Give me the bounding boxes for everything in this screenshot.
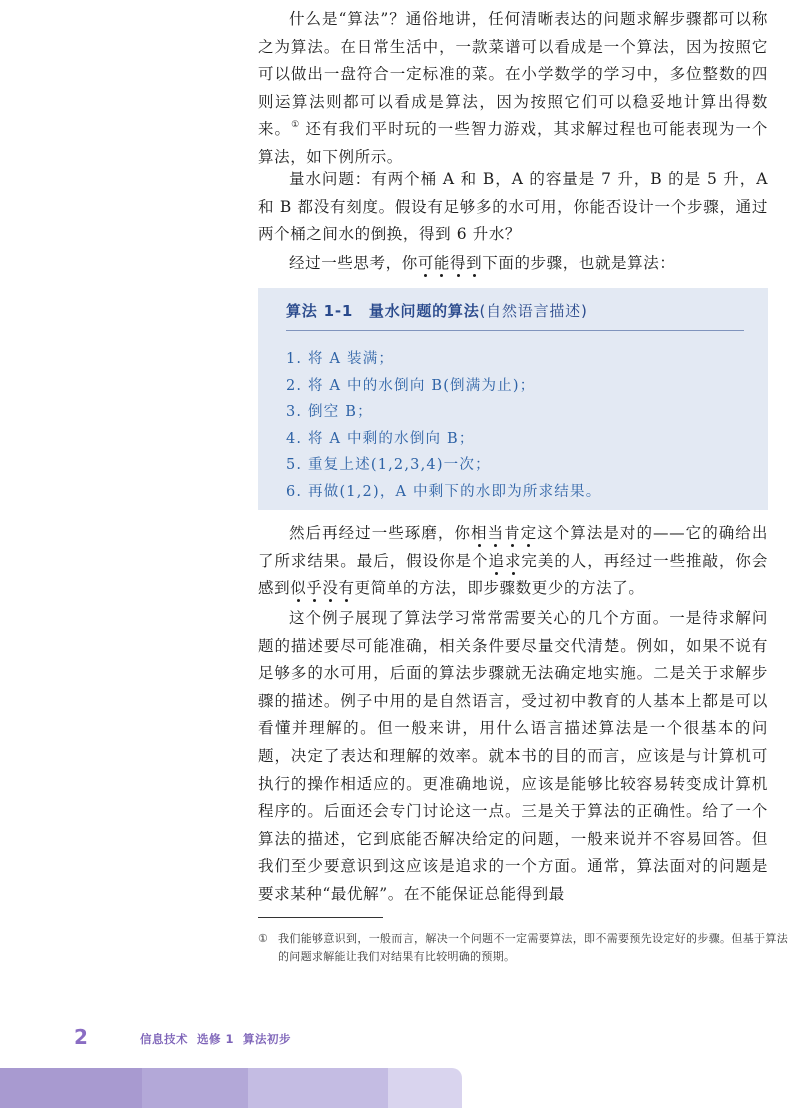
reflection-paragraph bbox=[258, 520, 768, 603]
footer-band-segment bbox=[248, 1068, 388, 1108]
algorithm-steps bbox=[286, 346, 601, 505]
footnote bbox=[258, 930, 788, 966]
footer-band-segment bbox=[388, 1068, 452, 1108]
lead-in-text: 经过一些思考，你 bbox=[289, 254, 418, 272]
emphasis-char: 相 bbox=[471, 524, 488, 542]
footnote-reference[interactable]: ① bbox=[291, 120, 300, 131]
lead-in-text: 下面的步骤，也就是算法： bbox=[482, 254, 676, 272]
volume-title: 选修 1 bbox=[197, 1032, 235, 1046]
reflection-text: 这个算法是对的——它的确给出了所求结果。最后，假设你是个 bbox=[258, 524, 768, 570]
reflection-text: 完美的人，再经过一些推敲，你会感到 bbox=[258, 551, 768, 598]
lead-in-paragraph bbox=[258, 250, 768, 278]
reflection-text: 更简单的方法，即步骤数更少的方法了。 bbox=[354, 579, 645, 598]
footer-band-segment bbox=[0, 1068, 142, 1108]
emphasis-char: 能 bbox=[433, 254, 451, 272]
footer-band-segment bbox=[142, 1068, 248, 1108]
intro-text-continued: 还有我们平时玩的一些智力游戏，其求解过程也可能表现为一个算法，如下例所示。 bbox=[258, 120, 768, 166]
intro-paragraph bbox=[258, 6, 768, 172]
emphasis-char: 当 bbox=[487, 524, 505, 542]
emphasis-char: 定 bbox=[520, 524, 538, 542]
emphasis-char: 肯 bbox=[504, 524, 521, 542]
algorithm-step: 1. 将 A 装满； bbox=[286, 351, 395, 367]
book-title: 信息技术 bbox=[140, 1032, 188, 1046]
algorithm-step: 3. 倒空 B； bbox=[286, 404, 373, 420]
water-problem-paragraph: 量水问题：有两个桶 A 和 B，A 的容量是 7 升，B 的是 5 升，A 和 B 都没有刻度。假设有足够多的水可用，你能否设计一个步骤，通过两个桶之间水的倒换，得到 6 升水？ bbox=[258, 170, 768, 244]
footer-color-band bbox=[0, 1068, 462, 1108]
algorithm-title bbox=[286, 300, 588, 321]
footnote-mark: ① bbox=[258, 932, 269, 945]
algorithm-title-subtitle: (自然语言描述) bbox=[479, 302, 588, 320]
emphasis-char: 追 bbox=[488, 551, 505, 570]
emphasis-char: 求 bbox=[504, 551, 522, 570]
intro-text: 什么是“算法”？通俗地讲，任何清晰表达的问题求解步骤都可以称之为算法。在日常生活中，一款菜谱可以看成是一个算法，因为按照它可以做出一盘符合一定标准的菜。在小学数学的学习中，多位整数的四则运算法则都可以看成是算法，因为按照它们可以稳妥地计算出得数来。 bbox=[258, 10, 768, 139]
page-number: 2 bbox=[74, 1025, 88, 1049]
emphasis-char: 到 bbox=[466, 254, 483, 272]
emphasis-char: 可 bbox=[417, 254, 434, 272]
emphasis-char: 乎 bbox=[306, 579, 323, 598]
algorithm-title-main: 算法 1-1 量水问题的算法 bbox=[286, 302, 480, 320]
emphasis-char: 没 bbox=[322, 579, 339, 598]
algorithm-step: 4. 将 A 中剩的水倒向 B； bbox=[286, 430, 475, 447]
discussion-paragraph: 这个例子展现了算法学习常常需要关心的几个方面。一是待求解问题的描述要尽可能准确，相关条件要尽量交代清楚。例如，如果不说有足够多的水可用，后面的算法步骤就无法确定地实施。二是关于求解步骤的描述。例子中用的是自然语言，受过初中教育的人基本上都是可以看懂并理解的。但一般来讲，用什么语言描述算法是一个很基本的问题，决定了表达和理解的效率。就本书的目的而言，应该是与计算机可执行的操作相适应的。更准确地说，应该是能够比较容易转变成计算机程序的。后面还会专门讨论这一点。三是关于算法的正确性。给了一个算法的描述，它到底能否解决给定的问题，一般来说并不容易回答。但我们至少要意识到这应该是追求的一个方面。通常，算法面对的问题是要求某种“最优解”。在不能保证总能得到最 bbox=[258, 609, 768, 903]
reflection-text: 然后再经过一些琢磨，你 bbox=[289, 524, 472, 542]
emphasis-char: 有 bbox=[338, 579, 355, 598]
emphasis-char: 似 bbox=[290, 579, 307, 598]
chapter-title: 算法初步 bbox=[243, 1032, 292, 1046]
algorithm-step: 2. 将 A 中的水倒向 B(倒满为止)； bbox=[286, 377, 536, 394]
footnote-text: 我们能够意识到，一般而言，解决一个问题不一定需要算法，即不需要预先设定好的步骤。但基于算法的问题求解能让我们对结果有比较明确的预期。 bbox=[278, 932, 788, 963]
algorithm-step: 6. 再做(1,2)，A 中剩下的水即为所求结果。 bbox=[286, 483, 602, 500]
footnote-divider bbox=[258, 917, 383, 918]
algorithm-box bbox=[258, 288, 768, 510]
algorithm-divider bbox=[286, 330, 744, 331]
emphasis-char: 得 bbox=[450, 254, 467, 272]
algorithm-step: 5. 重复上述(1,2,3,4)一次； bbox=[286, 457, 491, 473]
running-title bbox=[140, 1031, 291, 1047]
footer-band-segment bbox=[452, 1068, 462, 1108]
